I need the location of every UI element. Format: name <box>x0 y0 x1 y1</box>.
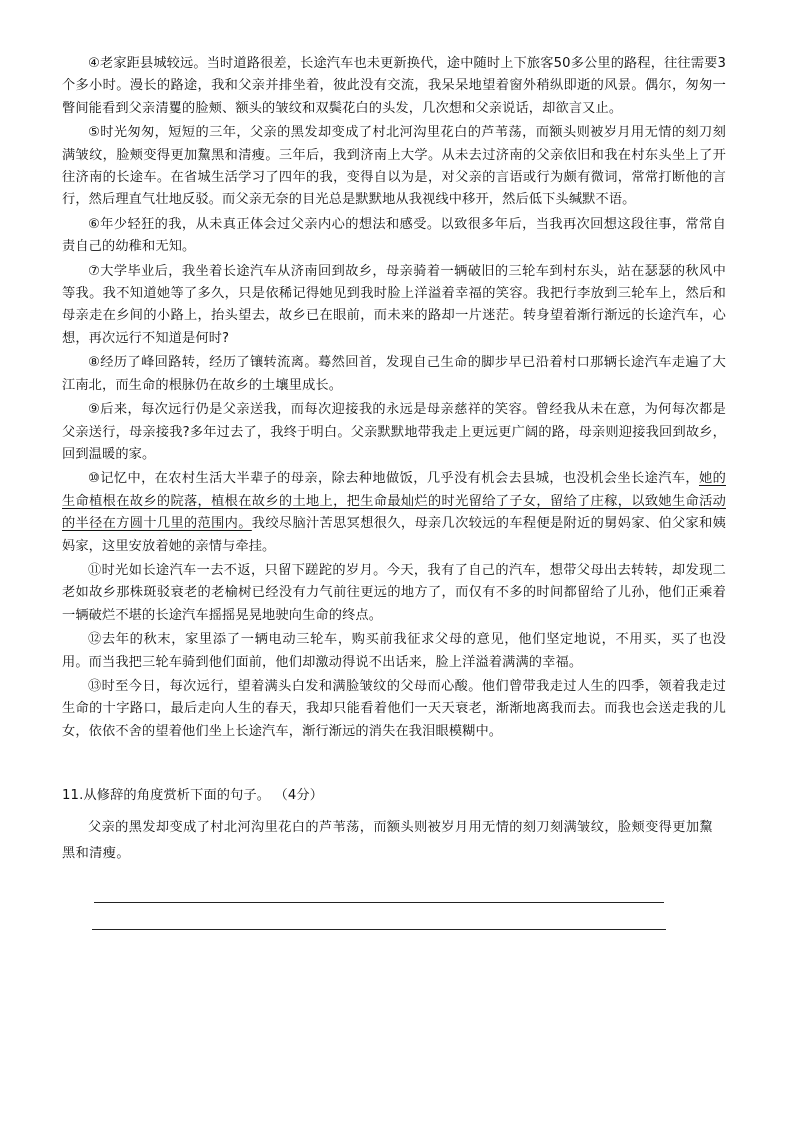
paragraph-10-lead: ⑩记忆中，在农村生活大半辈子的母亲，除去种地做饭，几乎没有机会去县城，也没机会坐长途汽车， <box>88 471 700 487</box>
answer-line-2[interactable] <box>92 929 666 930</box>
paragraph-10-tail: 我绞尽脑汁苦思冥想很久，母亲几次较远的车程便是附近的舅妈家、伯父家和姨妈家，这里安放着她的亲情与牵挂。 <box>62 516 726 554</box>
paragraph-12: ⑫去年的秋末，家里添了一辆电动三轮车，购买前我征求父母的意见，他们坚定地说，不用买，买了也没用。而当我把三轮车骑到他们面前，他们却激动得说不出话来，脸上洋溢着满满的幸福。 <box>62 632 726 670</box>
question-11-quote: 父亲的黑发却变成了村北河沟里花白的芦苇荡，而额头则被岁月用无情的刻刀刻满皱纹，脸颊变得更加黧黑和清瘦。 <box>62 820 714 861</box>
paragraph-8: ⑧经历了峰回路转，经历了镶转流离。蓦然回首，发现自己生命的脚步早已沿着村口那辆长途汽车走遍了大江南北，而生命的根脉仍在故乡的土壤里成长。 <box>62 355 726 393</box>
paragraph-4: ④老家距县城较远。当时道路很差，长途汽车也未更新换代，途中随时上下旅客50多公里的路程，往往需要3个多小时。漫长的路途，我和父亲并排坐着，彼此没有交流，我呆呆地望着窗外稍纵即逝的风景。偶尔，匆匆一瞥间能看到父亲清矍的脸颊、额头的皱纹和双鬓花白的头发，几次想和父亲说话，却欲言又止。 <box>62 56 726 116</box>
reading-passage <box>62 53 726 745</box>
question-11-prompt: 11.从修辞的角度赏析下面的句子。 （4分） <box>62 788 324 803</box>
paragraph-13: ⑬时至今日，每次远行，望着满头白发和满脸皱纹的父母而心酸。他们曾带我走过人生的四季，领着我走过生命的十字路口，最后走向人生的春天，我却只能看着他们一天天衰老，渐渐地离我而去。而我也会送走我的儿女，依依不舍的望着他们坐上长途汽车，渐行渐远的消失在我泪眼模糊中。 <box>62 678 726 739</box>
paragraph-9: ⑨后来，每次远行仍是父亲送我，而每次迎接我的永远是母亲慈祥的笑容。曾经我从未在意，为何每次都是父亲送行，母亲接我?多年过去了，我终于明白。父亲默默地带我走上更远更广阔的路，母亲则迎接我回到故乡，回到温暖的家。 <box>62 402 726 462</box>
paragraph-11: ⑪时光如长途汽车一去不返，只留下蹉跎的岁月。今天，我有了自己的汽车，想带父母出去转转，却发现二老如故乡那株斑驳衰老的老榆树已经没有力气前往更远的地方了，而仅有不多的时间都留给了儿孙，他们正乘着一辆破烂不堪的长途汽车摇摇晃晃地驶向生命的终点。 <box>62 562 726 623</box>
paragraph-5: ⑤时光匆匆，短短的三年，父亲的黑发却变成了村北河沟里花白的芦苇荡，而额头则被岁月用无情的刻刀刻满皱纹，脸颊变得更加黧黑和清瘦。三年后，我到济南上大学。从未去过济南的父亲依旧和我在村东头坐上了开往济南的长途车。在省城生活学习了四年的我，变得自以为是，对父亲的言语或行为颇有微词，常常打断他的言行，然后理直气壮地反驳。而父亲无奈的目光总是默默地从我视线中移开，然后低下头缄默不语。 <box>62 125 726 208</box>
answer-line-1[interactable] <box>94 902 664 903</box>
paragraph-6: ⑥年少轻狂的我，从未真正体会过父亲内心的想法和感受。以致很多年后，当我再次回想这段往事，常常自责自己的幼稚和无知。 <box>62 216 726 255</box>
paragraph-10 <box>62 468 726 558</box>
paragraph-7: ⑦大学毕业后，我坐着长途汽车从济南回到故乡，母亲骑着一辆破旧的三轮车到村东头，站在瑟瑟的秋风中等我。我不知道她等了多久，只是依稀记得她见到我时脸上洋溢着幸福的笑容。我把行李放到三轮车上，然后和母亲走在乡间的小路上，抬头望去，故乡已在眼前，而未来的路却一片迷茫。转身望着渐行渐远的长途汽车，心想，再次远行不知道是何时? <box>62 263 726 346</box>
underlined-sentence: 她的生命植根在故乡的院落，植根在故乡的土地上，把生命最灿烂的时光留给了子女，留给了庄稼，以致她生命活动的半径在方圆十几里的范围内。 <box>62 471 726 532</box>
